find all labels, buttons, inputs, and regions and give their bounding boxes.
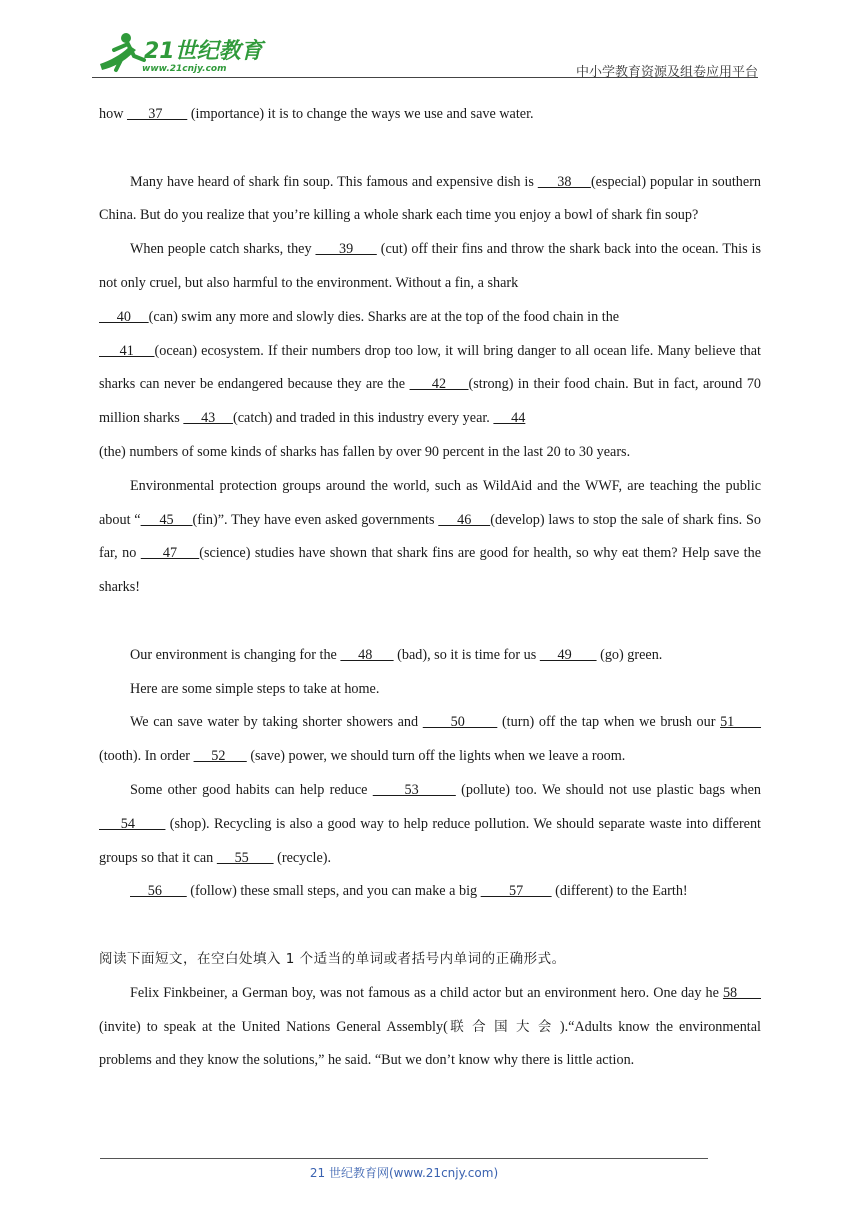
blank-37: 37 bbox=[126, 106, 188, 122]
paragraph-habits: Some other good habits can help reduce 53 (pollute) too. We should not use plastic bags when 54 (shop). Recycling is also a good way to help reduce pollution. We should separate waste into different groups so that it can 55 (recycle). bbox=[99, 781, 761, 866]
spacer bbox=[99, 909, 761, 943]
document-body bbox=[99, 98, 761, 1078]
blank-56: 56 bbox=[130, 883, 187, 900]
svg-text:www.21cnjy.com: www.21cnjy.com bbox=[142, 64, 227, 74]
spacer bbox=[99, 132, 761, 166]
spacer bbox=[99, 605, 761, 639]
blank-54: 54 bbox=[99, 815, 166, 832]
paragraph-shark-catch: When people catch sharks, they 39 (cut) off their fins and throw the shark back into the ocean. This is not only cruel, but also harmful to the environment. Without a fin, a shark 40 (can) swim any more and slowly dies. Sharks are at the top of the food chain in the 41 (ocean) ecosystem. If their numbers drop too low, it will bring danger to all ocean life. Many believe that sharks can never be endangered because they are the 42 (strong) in their food chain. But in fact, around 70 million sharks 43 (catch) and traded in this industry every year. 44 (the) numbers of some kinds of sharks has fallen by over 90 percent in the last 20 to 30 years. bbox=[99, 241, 762, 460]
header-divider bbox=[92, 77, 758, 78]
logo-icon bbox=[92, 30, 272, 76]
blank-39: 39 bbox=[315, 241, 377, 258]
blank-55: 55 bbox=[216, 849, 274, 866]
paragraph-environment: Our environment is changing for the 48 (bad), so it is time for us 49 (go) green. bbox=[130, 646, 663, 663]
blank-43: 43 bbox=[183, 410, 233, 427]
blank-58: 58 bbox=[722, 984, 761, 1001]
blank-44: 44 bbox=[493, 410, 526, 427]
footer-link[interactable]: 21 世纪教育网(www.21cnjy.com) bbox=[309, 1166, 499, 1180]
page-header bbox=[92, 30, 758, 78]
paragraph-water: We can save water by taking shorter showers and 50 (turn) off the tap when we brush our 51 (tooth). In order 52 (save) power, we should turn off the lights when we leave a room. bbox=[99, 714, 762, 765]
blank-51: 51 bbox=[720, 714, 762, 731]
paragraph-shark-soup: Many have heard of shark fin soup. This famous and expensive dish is 38 (especial) popular in southern China. But do you realize that you’re killing a whole shark each time you enjoy a bowl of shark fin soup? bbox=[99, 173, 762, 224]
paragraph-protection: Environmental protection groups around the world, such as WildAid and the WWF, are teaching the public about “ 45 (fin)”. They have even asked governments 46 (develop) laws to stop the sale of shark fins. So far, no 47 (science) studies have shown that shark fins are good for health, so why eat them? Help save the sharks! bbox=[99, 477, 761, 596]
blank-57: 57 bbox=[480, 883, 552, 900]
blank-52: 52 bbox=[193, 748, 247, 765]
blank-46: 46 bbox=[438, 511, 491, 528]
blank-50: 50 bbox=[422, 714, 498, 731]
paragraph-felix: Felix Finkbeiner, a German boy, was not famous as a child actor but an environment hero. One day he 58 (invite) to speak at the United Nations General Assembly(联合国大会).“Adults know the environmental problems and they know the solutions,” he said. “But we don’t know why there is little action. bbox=[99, 984, 761, 1069]
paragraph-follow: 56 (follow) these small steps, and you can make a big 57 (different) to the Earth! bbox=[130, 883, 688, 900]
platform-title: 中小学教育资源及组卷应用平台 bbox=[575, 65, 758, 80]
blank-47: 47 bbox=[140, 545, 200, 562]
blank-38: 38 bbox=[537, 173, 591, 190]
blank-41: 41 bbox=[99, 342, 155, 359]
blank-53: 53 bbox=[372, 781, 456, 798]
footer-divider bbox=[100, 1158, 708, 1159]
blank-40: 40 bbox=[99, 308, 149, 325]
blank-42: 42 bbox=[409, 376, 469, 393]
paragraph-steps: Here are some simple steps to take at home. bbox=[130, 680, 380, 697]
blank-45: 45 bbox=[140, 511, 193, 528]
svg-text:21世纪教育: 21世纪教育 bbox=[144, 39, 263, 64]
paragraph-37: how 37 (importance) it is to change the ways we use and save water. bbox=[99, 106, 534, 122]
instruction-text: 阅读下面短文，在空白处填入 1 个适当的单词或者括号内单词的正确形式。 bbox=[99, 950, 566, 967]
blank-48: 48 bbox=[340, 646, 394, 663]
blank-49: 49 bbox=[539, 646, 597, 663]
